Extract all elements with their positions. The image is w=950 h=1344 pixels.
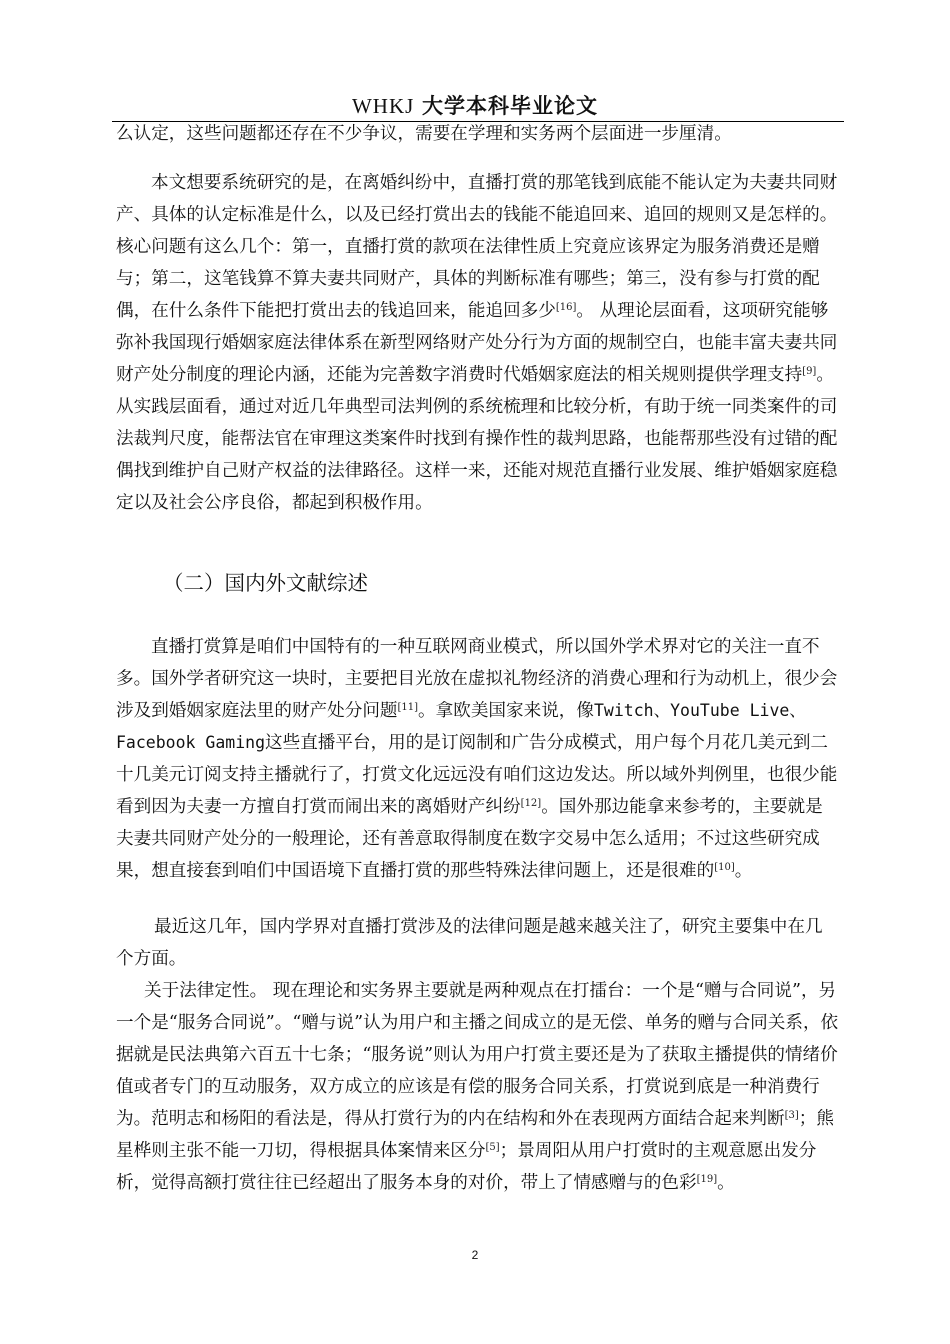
section-heading: （二）国内外文献综述: [163, 571, 368, 595]
citation: [5]: [485, 1142, 500, 1153]
paragraph-continuation: [116, 118, 840, 150]
paragraph-text: 这些直播平台，用的是订阅制和广告分成模式，用户每个月花几美元到二十几美元订阅支持主播就行了，打赏文化远远没有咱们这边发达。所以域外判例里，也很少能看到因为夫妻一方擅自打赏而闹出来的离婚财产纠纷: [116, 733, 838, 817]
paragraph-text: 。从实践层面看，通过对近几年典型司法判例的系统梳理和比较分析，有助于统一同类案件的司法裁判尺度，能帮法官在审理这类案件时找到有操作性的裁判思路，也能帮那些没有过错的配偶找到维护自己财产权益的法律路径。这样一来，还能对规范直播行业发展、维护婚姻家庭稳定以及社会公序良俗，都起到积极作用。: [116, 365, 838, 513]
paragraph-text: 。国外那边能拿来参考的，主要就是夫妻共同财产处分的一般理论，还有善意取得制度在数字交易中怎么适用；不过这些研究成果，想直接套到咱们中国语境下直播打赏的那些特殊法律问题上，还是很难的: [116, 797, 823, 881]
paragraph-text: ；景周阳从用户打赏时的主观意愿出发分析，觉得高额打赏往往已经超出了服务本身的对价，带上了情感赠与的色彩: [116, 1141, 817, 1193]
paragraph-text: 。: [734, 861, 753, 881]
citation: [3]: [784, 1110, 799, 1121]
platform-names: Twitch、YouTube Live、Facebook Gaming: [116, 701, 806, 752]
paragraph-text: 本文想要系统研究的是，在离婚纠纷中，直播打赏的那笔钱到底能不能认定为夫妻共同财产、具体的认定标准是什么，以及已经打赏出去的钱能不能追回来、追回的规则又是怎样的。核心问题有这么几个：第一，直播打赏的款项在法律性质上究竟应该界定为服务消费还是赠与；第二，这笔钱算不算夫妻共同财产，具体的判断标准有哪些；第三，没有参与打赏的配偶，在什么条件下能把打赏出去的钱追回来，能追回多少: [116, 173, 838, 321]
paragraph-text: 最近这几年，国内学界对直播打赏涉及的法律问题是越来越关注了，研究主要集中在几个方面。: [116, 917, 823, 969]
paragraph-text: 关于法律定性。 现在理论和实务界主要就是两种观点在打擂台：一个是“赠与合同说”，另一个是“服务合同说”。“赠与说”认为用户和主播之间成立的是无偿、单务的赠与合同关系，依据就是民法典第六百五十七条；“服务说”则认为用户打赏主要还是为了获取主播提供的情绪价值或者专门的互动服务，双方成立的应该是有偿的服务合同关系，打赏说到底是一种消费行为。范明志和杨阳的看法是，得从打赏行为的内在结构和外在表现两方面结合起来判断: [116, 981, 839, 1129]
paragraph-research-purpose: [116, 167, 840, 519]
paragraph-foreign-literature: [116, 631, 840, 887]
citation: [16]: [555, 302, 577, 313]
paragraph-text: ；熊星桦则主张不能一刀切，得根据具体案情来区分: [116, 1109, 834, 1161]
paragraph-text: 么认定，这些问题都还存在不少争议，需要在学理和实务两个层面进一步厘清。: [116, 124, 732, 144]
paragraph-domestic-research: [116, 911, 840, 975]
paragraph-text: 直播打赏算是咱们中国特有的一种互联网商业模式，所以国外学术界对它的关注一直不多。国外学者研究这一块时，主要把目光放在虚拟礼物经济的消费心理和行为动机上，很少会涉及到婚姻家庭法里的财产处分问题: [116, 637, 838, 721]
header-title: 大学本科毕业论文: [422, 94, 598, 118]
citation: [9]: [802, 366, 817, 377]
paragraph-legal-nature: [116, 975, 840, 1199]
paragraph-text: 。拿欧美国家来说，像: [418, 701, 594, 721]
citation: [10]: [714, 862, 735, 873]
page-header: [0, 92, 950, 120]
citation: [19]: [696, 1174, 718, 1185]
citation: [11]: [397, 702, 419, 713]
paragraph-text: 。: [717, 1173, 735, 1193]
citation: [12]: [520, 798, 542, 809]
page-number: 2: [471, 1248, 479, 1262]
paragraph-text: 。 从理论层面看，这项研究能够弥补我国现行婚姻家庭法律体系在新型网络财产处分行为方面的规制空白，也能丰富夫妻共同财产处分制度的理论内涵，还能为完善数字消费时代婚姻家庭法的相关规则提供学理支持: [116, 301, 838, 385]
header-latin: WHKJ: [351, 94, 415, 118]
